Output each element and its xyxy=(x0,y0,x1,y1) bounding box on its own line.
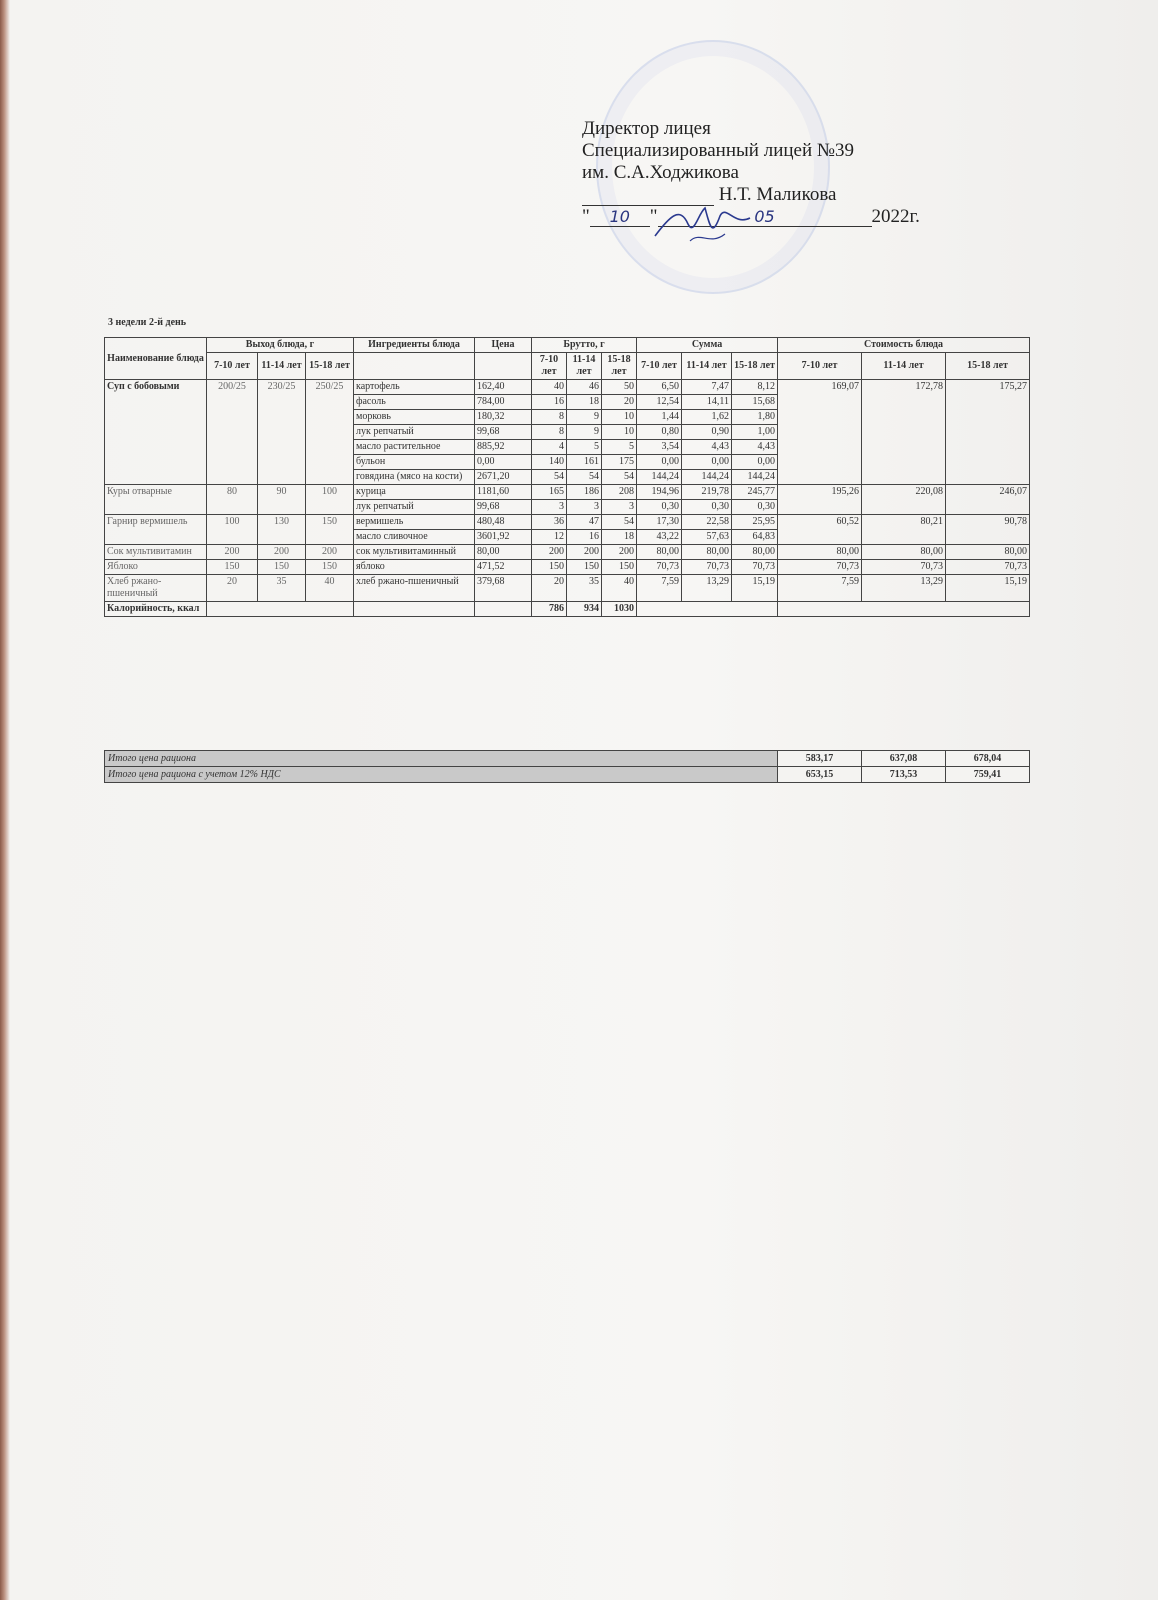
sum-value: 17,30 xyxy=(637,515,682,530)
brutto-value: 46 xyxy=(567,380,602,395)
handwritten-signature-icon xyxy=(650,196,760,256)
sum-value: 144,24 xyxy=(682,470,732,485)
sum-value: 1,80 xyxy=(732,410,778,425)
ingredient-name: сок мультивитаминный xyxy=(354,545,475,560)
total-vat-row xyxy=(105,767,1030,783)
header-ingredients: Ингредиенты блюда xyxy=(354,338,475,353)
sum-value: 0,90 xyxy=(682,425,732,440)
dish-yield: 35 xyxy=(258,575,306,602)
dish-yield: 80 xyxy=(207,485,258,515)
brutto-value: 5 xyxy=(602,440,637,455)
sum-value: 0,00 xyxy=(637,455,682,470)
sum-value: 15,19 xyxy=(732,575,778,602)
sum-value: 1,00 xyxy=(732,425,778,440)
brutto-value: 175 xyxy=(602,455,637,470)
header-age: 15-18 лет xyxy=(732,353,778,380)
header-price: Цена xyxy=(475,338,532,353)
header-age: 11-14 лет xyxy=(258,353,306,380)
totals-table xyxy=(104,750,1030,783)
header-age: 7-10 лет xyxy=(778,353,862,380)
header-age: 11-14 лет xyxy=(682,353,732,380)
dish-yield: 200 xyxy=(258,545,306,560)
dish-cost: 70,73 xyxy=(862,560,946,575)
sum-value: 1,62 xyxy=(682,410,732,425)
approval-block xyxy=(582,118,1002,228)
sum-value: 12,54 xyxy=(637,395,682,410)
brutto-value: 200 xyxy=(602,545,637,560)
ingredient-name: говядина (мясо на кости) xyxy=(354,470,475,485)
header-row-main xyxy=(105,338,1030,353)
table-row xyxy=(105,545,1030,560)
empty-cell xyxy=(354,602,475,617)
approval-date xyxy=(582,206,1002,228)
sum-value: 0,00 xyxy=(732,455,778,470)
brutto-value: 208 xyxy=(602,485,637,500)
ingredient-name: морковь xyxy=(354,410,475,425)
sum-value: 0,00 xyxy=(682,455,732,470)
brutto-value: 54 xyxy=(532,470,567,485)
menu-table xyxy=(104,337,1030,617)
total-vat-value: 653,15 xyxy=(778,767,862,783)
ingredient-name: масло сливочное xyxy=(354,530,475,545)
calories-value: 786 xyxy=(532,602,567,617)
sum-value: 70,73 xyxy=(732,560,778,575)
dish-yield: 230/25 xyxy=(258,380,306,485)
ingredient-name: яблоко xyxy=(354,560,475,575)
dish-cost: 7,59 xyxy=(778,575,862,602)
dish-yield: 150 xyxy=(306,515,354,545)
sum-value: 22,58 xyxy=(682,515,732,530)
ingredient-name: фасоль xyxy=(354,395,475,410)
header-sum: Сумма xyxy=(637,338,778,353)
total-value: 583,17 xyxy=(778,751,862,767)
ingredient-price: 0,00 xyxy=(475,455,532,470)
header-dish-name: Наименование блюда xyxy=(105,338,207,380)
brutto-value: 200 xyxy=(532,545,567,560)
ingredient-price: 1181,60 xyxy=(475,485,532,500)
empty-cell xyxy=(475,602,532,617)
dish-name: Сок мультивитамин xyxy=(105,545,207,560)
sum-value: 4,43 xyxy=(732,440,778,455)
calories-label: Калорийность, ккал xyxy=(105,602,207,617)
sum-value: 6,50 xyxy=(637,380,682,395)
brutto-value: 54 xyxy=(602,515,637,530)
header-age: 15-18 лет xyxy=(306,353,354,380)
brutto-value: 54 xyxy=(567,470,602,485)
dish-yield: 20 xyxy=(207,575,258,602)
table-row xyxy=(105,380,1030,395)
menu-table-body xyxy=(105,380,1030,617)
sum-value: 0,80 xyxy=(637,425,682,440)
dish-name: Куры отварные xyxy=(105,485,207,515)
brutto-value: 40 xyxy=(532,380,567,395)
sum-value: 245,77 xyxy=(732,485,778,500)
sum-value: 144,24 xyxy=(637,470,682,485)
approval-position: Директор лицея xyxy=(582,118,711,139)
dish-cost: 15,19 xyxy=(946,575,1030,602)
dish-cost: 70,73 xyxy=(778,560,862,575)
date-month: 05 xyxy=(658,206,872,227)
dish-cost: 175,27 xyxy=(946,380,1030,485)
approval-signer: Н.Т. Маликова xyxy=(718,184,837,205)
ingredient-name: курица xyxy=(354,485,475,500)
ingredient-price: 480,48 xyxy=(475,515,532,530)
sum-value: 4,43 xyxy=(682,440,732,455)
empty-cell xyxy=(637,602,778,617)
brutto-value: 18 xyxy=(567,395,602,410)
sum-value: 7,47 xyxy=(682,380,732,395)
ingredient-price: 99,68 xyxy=(475,425,532,440)
brutto-value: 16 xyxy=(567,530,602,545)
header-brutto: Брутто, г xyxy=(532,338,637,353)
dish-name: Хлеб ржано-пшеничный xyxy=(105,575,207,602)
dish-cost: 169,07 xyxy=(778,380,862,485)
dish-yield: 200 xyxy=(306,545,354,560)
ingredient-name: лук репчатый xyxy=(354,500,475,515)
dish-yield: 200/25 xyxy=(207,380,258,485)
header-row-ages xyxy=(105,353,1030,380)
ingredient-name: бульон xyxy=(354,455,475,470)
brutto-value: 10 xyxy=(602,425,637,440)
ingredient-name: лук репчатый xyxy=(354,425,475,440)
sum-value: 1,44 xyxy=(637,410,682,425)
sum-value: 43,22 xyxy=(637,530,682,545)
dish-cost: 13,29 xyxy=(862,575,946,602)
header-yield: Выход блюда, г xyxy=(207,338,354,353)
dish-name: Гарнир вермишель xyxy=(105,515,207,545)
date-year: 2022г. xyxy=(871,206,920,227)
brutto-value: 4 xyxy=(532,440,567,455)
dish-cost: 80,00 xyxy=(778,545,862,560)
dish-cost: 60,52 xyxy=(778,515,862,545)
sum-value: 14,11 xyxy=(682,395,732,410)
brutto-value: 36 xyxy=(532,515,567,530)
sum-value: 57,63 xyxy=(682,530,732,545)
brutto-value: 50 xyxy=(602,380,637,395)
brutto-value: 5 xyxy=(567,440,602,455)
dish-cost: 80,21 xyxy=(862,515,946,545)
header-cost: Стоимость блюда xyxy=(778,338,1030,353)
ingredient-price: 379,68 xyxy=(475,575,532,602)
total-vat-value: 713,53 xyxy=(862,767,946,783)
ingredient-price: 99,68 xyxy=(475,500,532,515)
sum-value: 70,73 xyxy=(682,560,732,575)
ingredient-name: картофель xyxy=(354,380,475,395)
brutto-value: 35 xyxy=(567,575,602,602)
brutto-value: 200 xyxy=(567,545,602,560)
dish-yield: 100 xyxy=(207,515,258,545)
ingredient-price: 2671,20 xyxy=(475,470,532,485)
approval-organization: Специализированный лицей №39 xyxy=(582,140,855,161)
empty-cell xyxy=(778,602,1030,617)
header-blank xyxy=(354,353,475,380)
brutto-value: 3 xyxy=(532,500,567,515)
brutto-value: 3 xyxy=(567,500,602,515)
header-age: 7-10 лет xyxy=(637,353,682,380)
brutto-value: 150 xyxy=(567,560,602,575)
header-age: 7-10 лет xyxy=(532,353,567,380)
table-row xyxy=(105,485,1030,500)
total-value: 678,04 xyxy=(946,751,1030,767)
brutto-value: 16 xyxy=(532,395,567,410)
ingredient-price: 471,52 xyxy=(475,560,532,575)
brutto-value: 18 xyxy=(602,530,637,545)
header-age: 11-14 лет xyxy=(862,353,946,380)
brutto-value: 140 xyxy=(532,455,567,470)
sum-value: 219,78 xyxy=(682,485,732,500)
sum-value: 80,00 xyxy=(732,545,778,560)
table-row xyxy=(105,515,1030,530)
dish-yield: 100 xyxy=(306,485,354,515)
sum-value: 15,68 xyxy=(732,395,778,410)
sum-value: 70,73 xyxy=(637,560,682,575)
dish-cost: 195,26 xyxy=(778,485,862,515)
brutto-value: 12 xyxy=(532,530,567,545)
sum-value: 0,30 xyxy=(682,500,732,515)
dish-name: Яблоко xyxy=(105,560,207,575)
sum-value: 64,83 xyxy=(732,530,778,545)
dish-yield: 90 xyxy=(258,485,306,515)
header-age: 15-18 лет xyxy=(602,353,637,380)
dish-name: Суп с бобовыми xyxy=(105,380,207,485)
brutto-value: 8 xyxy=(532,410,567,425)
dish-yield: 150 xyxy=(258,560,306,575)
header-blank xyxy=(475,353,532,380)
dish-yield: 130 xyxy=(258,515,306,545)
sum-value: 194,96 xyxy=(637,485,682,500)
dish-yield: 200 xyxy=(207,545,258,560)
ingredient-price: 784,00 xyxy=(475,395,532,410)
ingredient-price: 885,92 xyxy=(475,440,532,455)
brutto-value: 9 xyxy=(567,410,602,425)
sum-value: 7,59 xyxy=(637,575,682,602)
brutto-value: 150 xyxy=(532,560,567,575)
brutto-value: 186 xyxy=(567,485,602,500)
brutto-value: 20 xyxy=(532,575,567,602)
brutto-value: 165 xyxy=(532,485,567,500)
ingredient-name: хлеб ржано-пшеничный xyxy=(354,575,475,602)
brutto-value: 47 xyxy=(567,515,602,530)
total-label: Итого цена рациона xyxy=(105,751,778,767)
brutto-value: 161 xyxy=(567,455,602,470)
calories-value: 934 xyxy=(567,602,602,617)
dish-yield: 150 xyxy=(207,560,258,575)
brutto-value: 20 xyxy=(602,395,637,410)
sum-value: 13,29 xyxy=(682,575,732,602)
sum-value: 0,30 xyxy=(637,500,682,515)
dish-yield: 150 xyxy=(306,560,354,575)
header-age: 11-14 лет xyxy=(567,353,602,380)
dish-cost: 172,78 xyxy=(862,380,946,485)
brutto-value: 150 xyxy=(602,560,637,575)
dish-cost: 80,00 xyxy=(946,545,1030,560)
dish-yield: 250/25 xyxy=(306,380,354,485)
approval-organization-name: им. С.А.Ходжикова xyxy=(582,162,739,183)
brutto-value: 9 xyxy=(567,425,602,440)
date-quote-close: " xyxy=(649,206,658,227)
header-age: 7-10 лет xyxy=(207,353,258,380)
table-row xyxy=(105,575,1030,602)
sum-value: 3,54 xyxy=(637,440,682,455)
sum-value: 80,00 xyxy=(682,545,732,560)
dish-cost: 90,78 xyxy=(946,515,1030,545)
ingredient-price: 3601,92 xyxy=(475,530,532,545)
date-quote-open: " xyxy=(582,206,590,227)
sum-value: 144,24 xyxy=(732,470,778,485)
sum-value: 0,30 xyxy=(732,500,778,515)
table-row xyxy=(105,560,1030,575)
dish-cost: 220,08 xyxy=(862,485,946,515)
calories-value: 1030 xyxy=(602,602,637,617)
dish-yield: 40 xyxy=(306,575,354,602)
brutto-value: 54 xyxy=(602,470,637,485)
week-day-title: 3 недели 2-й день xyxy=(108,317,187,328)
brutto-value: 10 xyxy=(602,410,637,425)
calories-row xyxy=(105,602,1030,617)
total-vat-value: 759,41 xyxy=(946,767,1030,783)
ingredient-name: масло растительное xyxy=(354,440,475,455)
sum-value: 25,95 xyxy=(732,515,778,530)
approval-signature-line xyxy=(582,184,1002,206)
ingredient-name: вермишель xyxy=(354,515,475,530)
total-row xyxy=(105,751,1030,767)
dish-cost: 70,73 xyxy=(946,560,1030,575)
empty-cell xyxy=(207,602,354,617)
dish-cost: 80,00 xyxy=(862,545,946,560)
date-day: 10 xyxy=(590,206,650,227)
brutto-value: 8 xyxy=(532,425,567,440)
ingredient-price: 162,40 xyxy=(475,380,532,395)
dish-cost: 246,07 xyxy=(946,485,1030,515)
ingredient-price: 80,00 xyxy=(475,545,532,560)
header-age: 15-18 лет xyxy=(946,353,1030,380)
brutto-value: 40 xyxy=(602,575,637,602)
ingredient-price: 180,32 xyxy=(475,410,532,425)
sum-value: 80,00 xyxy=(637,545,682,560)
sum-value: 8,12 xyxy=(732,380,778,395)
total-value: 637,08 xyxy=(862,751,946,767)
total-vat-label: Итого цена рациона с учетом 12% НДС xyxy=(105,767,778,783)
brutto-value: 3 xyxy=(602,500,637,515)
